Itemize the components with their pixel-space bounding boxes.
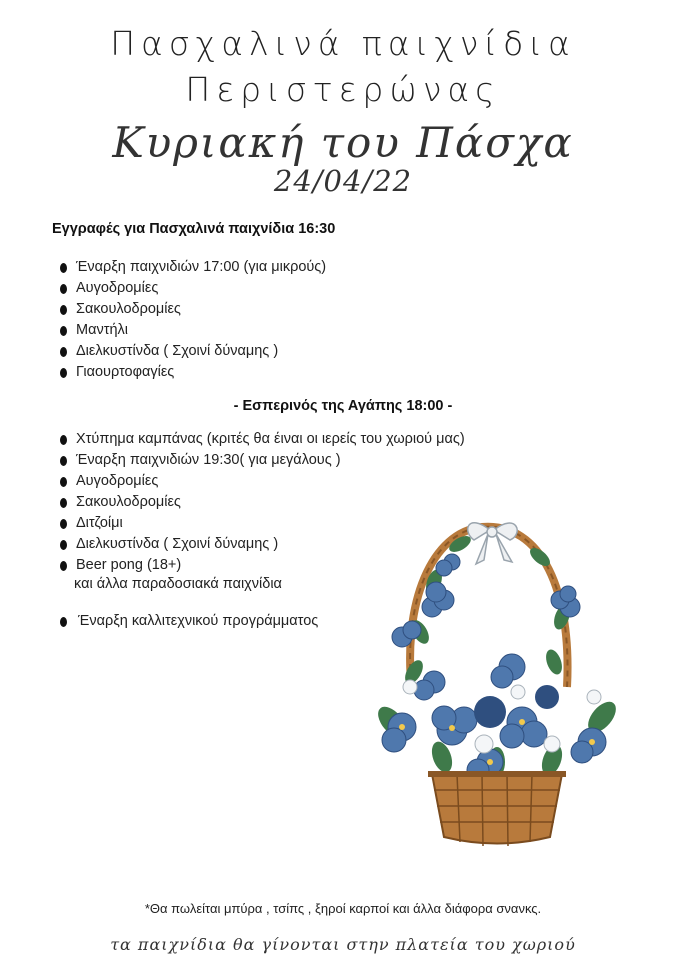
subtitle: Κυριακή του Πάσχα <box>112 118 574 167</box>
list-item <box>58 429 465 450</box>
list-item-label: Διελκυστίνδα ( Σχοινί δύναμης ) <box>76 536 279 552</box>
bullet-icon <box>60 368 67 378</box>
list-item <box>58 278 326 299</box>
list-item-label: Σακουλοδρομίες <box>76 301 181 317</box>
adult-games-continuation: και άλλα παραδοσιακά παιχνίδια <box>74 576 282 592</box>
list-item <box>58 492 465 513</box>
bullet-icon <box>60 263 67 273</box>
list-item-label: Διελκυστίνδα ( Σχοινί δύναμης ) <box>76 343 279 359</box>
page-title-line1: Πασχαλινά παιχνίδια <box>110 24 576 63</box>
page-title-line2: Περιστερώνας <box>185 70 501 109</box>
bullet-icon <box>60 326 67 336</box>
list-item <box>58 450 465 471</box>
performance-list <box>58 611 318 632</box>
flower-basket-icon <box>372 512 624 852</box>
bullet-icon <box>60 347 67 357</box>
list-item <box>58 320 326 341</box>
list-item-label: Χτύπημα καμπάνας (κριτές θα έιναι οι ιερείς του χωριού μας) <box>76 431 465 447</box>
list-item-label: Έναρξη παιχνιδιών 17:00 (για μικρούς) <box>76 259 327 275</box>
list-item-label: Έναρξη παιχνιδιών 19:30( για μεγάλους ) <box>76 452 341 468</box>
list-item <box>58 257 326 278</box>
bullet-icon <box>60 435 67 445</box>
bullet-icon <box>60 617 67 627</box>
list-item-label: Αυγοδρομίες <box>76 280 159 296</box>
list-item-label: Μαντήλι <box>76 322 128 338</box>
list-item-label: Διτζοίμι <box>76 515 123 531</box>
list-item <box>58 341 326 362</box>
bullet-icon <box>60 498 67 508</box>
location-footer: τα παιχνίδια θα γίνονται στην πλατεία του χωριού <box>110 935 576 954</box>
registration-heading: Εγγραφές για Πασχαλινά παιχνίδια 16:30 <box>52 221 336 237</box>
list-item <box>58 299 326 320</box>
bullet-icon <box>60 519 67 529</box>
list-item-label: Έναρξη καλλιτεχνικού προγράμματος <box>78 613 319 629</box>
list-item-label: Αυγοδρομίες <box>76 473 159 489</box>
bullet-icon <box>60 561 67 571</box>
event-date: 24/04/22 <box>273 164 413 198</box>
snacks-note: *Θα πωλείται μπύρα , τσίπς , ξηροί καρποί και άλλα διάφορα σνανκς. <box>144 901 542 916</box>
bullet-icon <box>60 540 67 550</box>
kids-games-list <box>58 257 326 383</box>
list-item-label: Beer pong (18+) <box>76 557 182 573</box>
bullet-icon <box>60 305 67 315</box>
list-item <box>58 362 326 383</box>
list-item <box>58 611 318 632</box>
list-item <box>58 471 465 492</box>
list-item-label: Γιαουρτοφαγίες <box>76 364 175 380</box>
vespers-heading: - Εσπερινός της Αγάπης 18:00 - <box>233 398 453 414</box>
bullet-icon <box>60 477 67 487</box>
bullet-icon <box>60 456 67 466</box>
bullet-icon <box>60 284 67 294</box>
list-item-label: Σακουλοδρομίες <box>76 494 181 510</box>
